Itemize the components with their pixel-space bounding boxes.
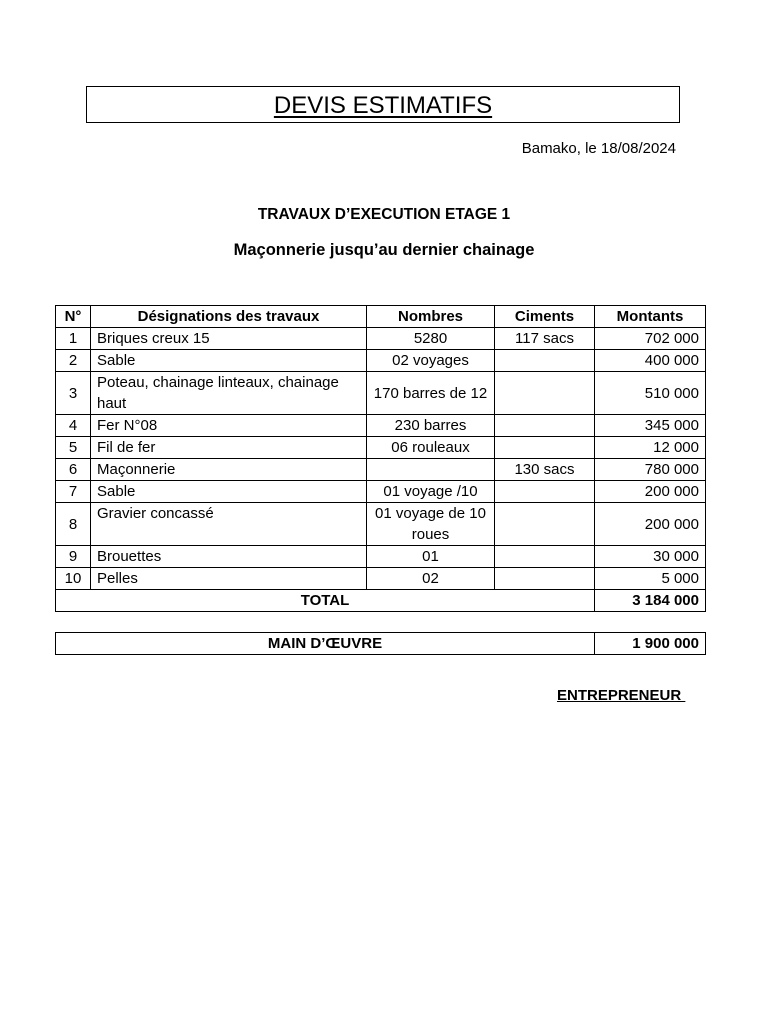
table-row: [56, 415, 706, 437]
row-number: 2: [56, 350, 91, 372]
row-cement: [495, 503, 595, 546]
labor-label: MAIN D’ŒUVRE: [56, 633, 595, 655]
labor-row: [56, 633, 706, 655]
row-designation: Sable: [91, 481, 367, 503]
row-cement: [495, 546, 595, 568]
row-amount: 702 000: [595, 328, 706, 350]
row-quantity: 02 voyages: [367, 350, 495, 372]
row-quantity: 06 rouleaux: [367, 437, 495, 459]
table-row: [56, 350, 706, 372]
row-number: 4: [56, 415, 91, 437]
row-amount: 345 000: [595, 415, 706, 437]
row-quantity: 230 barres: [367, 415, 495, 437]
column-header-amount: Montants: [595, 306, 706, 328]
row-amount: 30 000: [595, 546, 706, 568]
row-cement: [495, 568, 595, 590]
table-row: [56, 481, 706, 503]
row-number: 5: [56, 437, 91, 459]
column-header-designation: Désignations des travaux: [91, 306, 367, 328]
section-heading: TRAVAUX D’EXECUTION ETAGE 1: [257, 206, 511, 223]
table-row: [56, 546, 706, 568]
row-amount: 5 000: [595, 568, 706, 590]
row-designation: Briques creux 15: [91, 328, 367, 350]
row-cement: [495, 350, 595, 372]
row-designation: Sable: [91, 350, 367, 372]
total-value: 3 184 000: [595, 590, 706, 612]
document-title: DEVIS ESTIMATIFS: [273, 92, 493, 119]
total-label: TOTAL: [56, 590, 595, 612]
labor-table: [55, 632, 706, 655]
total-row: [56, 590, 706, 612]
row-amount: 200 000: [595, 481, 706, 503]
table-row: [56, 328, 706, 350]
row-amount: 400 000: [595, 350, 706, 372]
document-title-box: [86, 86, 680, 123]
signature-label: ENTREPRENEUR: [557, 687, 686, 704]
row-quantity: 01: [367, 546, 495, 568]
table-row: [56, 437, 706, 459]
labor-value: 1 900 000: [595, 633, 706, 655]
row-designation: Brouettes: [91, 546, 367, 568]
row-cement: [495, 481, 595, 503]
table-row: [56, 459, 706, 481]
row-number: 10: [56, 568, 91, 590]
row-number: 8: [56, 503, 91, 546]
row-quantity: 5280: [367, 328, 495, 350]
row-amount: 510 000: [595, 372, 706, 415]
column-header-quantity: Nombres: [367, 306, 495, 328]
row-cement: [495, 415, 595, 437]
row-cement: [495, 437, 595, 459]
row-number: 1: [56, 328, 91, 350]
row-quantity: 170 barres de 12: [367, 372, 495, 415]
row-designation: Fer N°08: [91, 415, 367, 437]
row-number: 6: [56, 459, 91, 481]
row-designation: Pelles: [91, 568, 367, 590]
section-subheading: Maçonnerie jusqu’au dernier chainage: [233, 241, 535, 259]
row-designation: Maçonnerie: [91, 459, 367, 481]
column-header-cement: Ciments: [495, 306, 595, 328]
row-cement: 117 sacs: [495, 328, 595, 350]
table-row: [56, 503, 706, 546]
row-designation: Fil de fer: [91, 437, 367, 459]
row-quantity: 02: [367, 568, 495, 590]
row-number: 3: [56, 372, 91, 415]
row-quantity: 01 voyage /10: [367, 481, 495, 503]
row-amount: 12 000: [595, 437, 706, 459]
table-body: [56, 328, 706, 612]
row-number: 7: [56, 481, 91, 503]
table-row: [56, 568, 706, 590]
column-header-number: N°: [56, 306, 91, 328]
row-quantity: [367, 459, 495, 481]
row-cement: 130 sacs: [495, 459, 595, 481]
estimate-table: [55, 305, 706, 612]
row-designation: Gravier concassé: [91, 503, 367, 546]
row-cement: [495, 372, 595, 415]
row-designation: Poteau, chainage linteaux, chainage haut: [91, 372, 367, 415]
row-amount: 200 000: [595, 503, 706, 546]
row-number: 9: [56, 546, 91, 568]
row-quantity: 01 voyage de 10 roues: [367, 503, 495, 546]
date-line: Bamako, le 18/08/2024: [521, 140, 676, 157]
table-header-row: [56, 306, 706, 328]
row-amount: 780 000: [595, 459, 706, 481]
table-row: [56, 372, 706, 415]
